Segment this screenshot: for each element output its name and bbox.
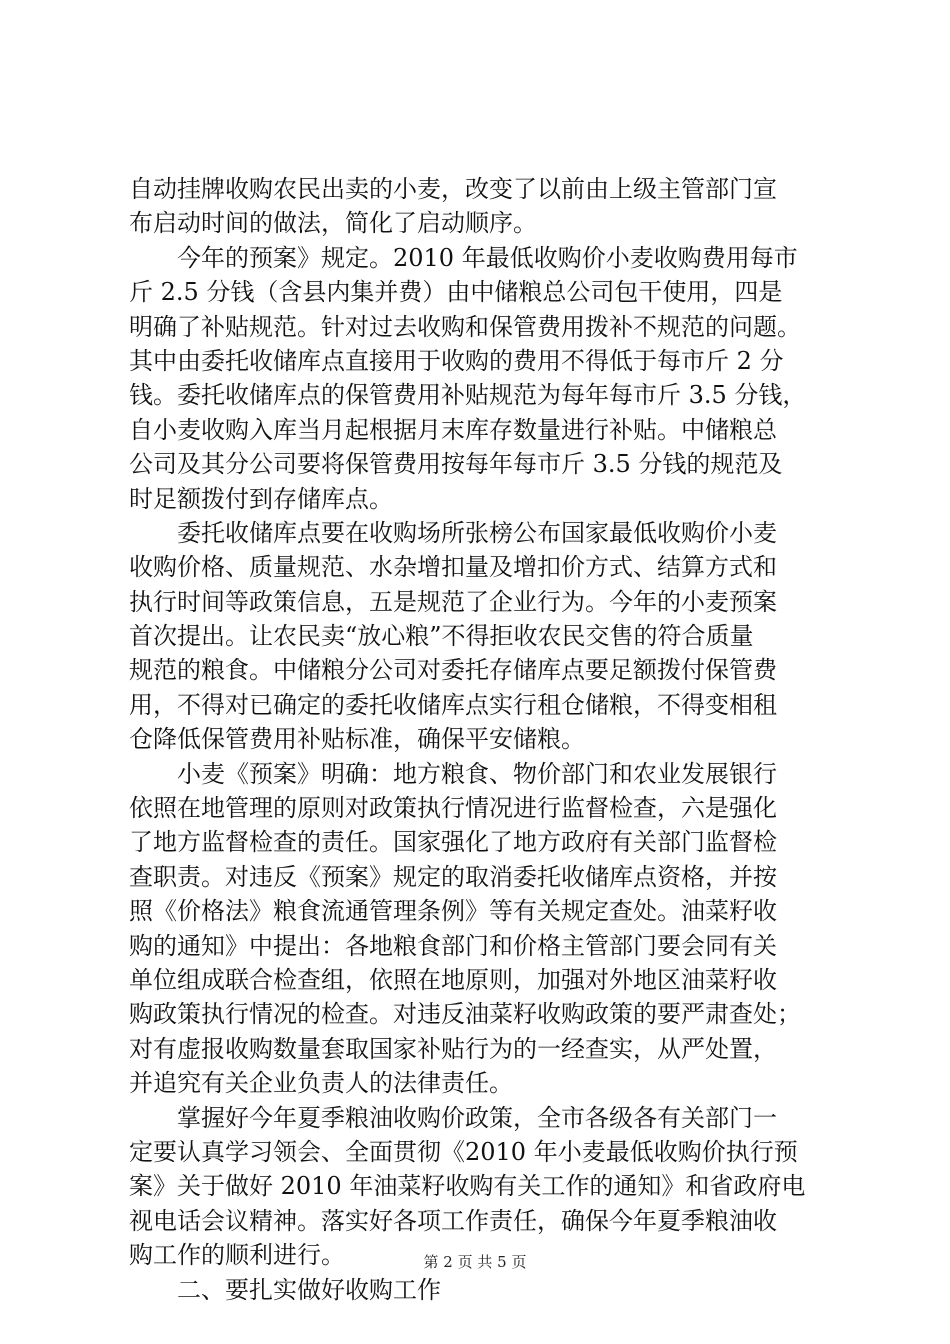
text-line: 定要认真学习领会、全面贯彻《2010 年小麦最低收购价执行预 <box>129 1137 798 1166</box>
text-line: 其中由委托收储库点直接用于收购的费用不得低于每市斤 2 分 <box>129 346 784 375</box>
text-line: 执行时间等政策信息，五是规范了企业行为。今年的小麦预案 <box>129 587 777 616</box>
text-line: 钱。委托收储库点的保管费用补贴规范为每年每市斤 3.5 分钱， <box>129 381 807 410</box>
text-line: 查职责。对违反《预案》规定的取消委托收储库点资格，并按 <box>129 862 777 891</box>
text-line: 照《价格法》粮食流通管理条例》等有关规定查处。油菜籽收 <box>129 897 777 926</box>
text-line: 明确了补贴规范。针对过去收购和保管费用拨补不规范的问题。 <box>129 312 801 341</box>
text-line: 视电话会议精神。落实好各项工作责任，确保今年夏季粮油收 <box>129 1206 777 1235</box>
text-line: 案》关于做好 2010 年油菜籽收购有关工作的通知》和省政府电 <box>129 1172 806 1201</box>
text-line: 自小麦收购入库当月起根据月末库存数量进行补贴。中储粮总 <box>129 415 777 444</box>
text-line: 收购价格、质量规范、水杂增扣量及增扣价方式、结算方式和 <box>129 553 777 582</box>
text-line: 公司及其分公司要将保管费用按每年每市斤 3.5 分钱的规范及 <box>129 450 783 479</box>
text-line: 对有虚报收购数量套取国家补贴行为的一经查实，从严处置， <box>129 1034 777 1063</box>
text-line: 今年的预案》规定。2010 年最低收购价小麦收购费用每市 <box>129 243 798 272</box>
text-line: 了地方监督检查的责任。国家强化了地方政府有关部门监督检 <box>129 828 777 857</box>
text-line: 首次提出。让农民卖“放心粮”不得拒收农民交售的符合质量 <box>129 622 754 651</box>
text-line: 规范的粮食。中储粮分公司对委托存储库点要足额拨付保管费 <box>129 656 777 685</box>
text-line: 掌握好今年夏季粮油收购价政策，全市各级各有关部门一 <box>129 1103 777 1132</box>
document-body <box>129 172 845 1307</box>
text-line: 并追究有关企业负责人的法律责任。 <box>129 1069 513 1098</box>
text-line: 购工作的顺利进行。 <box>129 1241 345 1270</box>
text-line: 购政策执行情况的检查。对违反油菜籽收购政策的要严肃查处； <box>129 1000 801 1029</box>
text-line: 委托收储库点要在收购场所张榜公布国家最低收购价小麦 <box>129 518 777 547</box>
text-line: 依照在地管理的原则对政策执行情况进行监督检查，六是强化 <box>129 794 777 823</box>
text-line: 单位组成联合检查组，依照在地原则，加强对外地区油菜籽收 <box>129 965 777 994</box>
text-line: 用，不得对已确定的委托收储库点实行租仓储粮，不得变相租 <box>129 690 777 719</box>
text-line: 仓降低保管费用补贴标准，确保平安储粮。 <box>129 725 585 754</box>
text-line: 二、要扎实做好收购工作 <box>129 1275 441 1304</box>
text-line: 自动挂牌收购农民出卖的小麦，改变了以前由上级主管部门宣 <box>129 175 777 203</box>
page-footer: 第 2 页 共 5 页 <box>423 1253 527 1271</box>
text-line: 斤 2.5 分钱（含县内集并费）由中储粮总公司包干使用，四是 <box>129 278 783 307</box>
text-line: 购的通知》中提出：各地粮食部门和价格主管部门要会同有关 <box>129 931 777 960</box>
text-line: 小麦《预案》明确：地方粮食、物价部门和农业发展银行 <box>129 759 777 788</box>
text-line: 布启动时间的做法，简化了启动顺序。 <box>129 209 537 238</box>
text-line: 时足额拨付到存储库点。 <box>129 484 393 513</box>
